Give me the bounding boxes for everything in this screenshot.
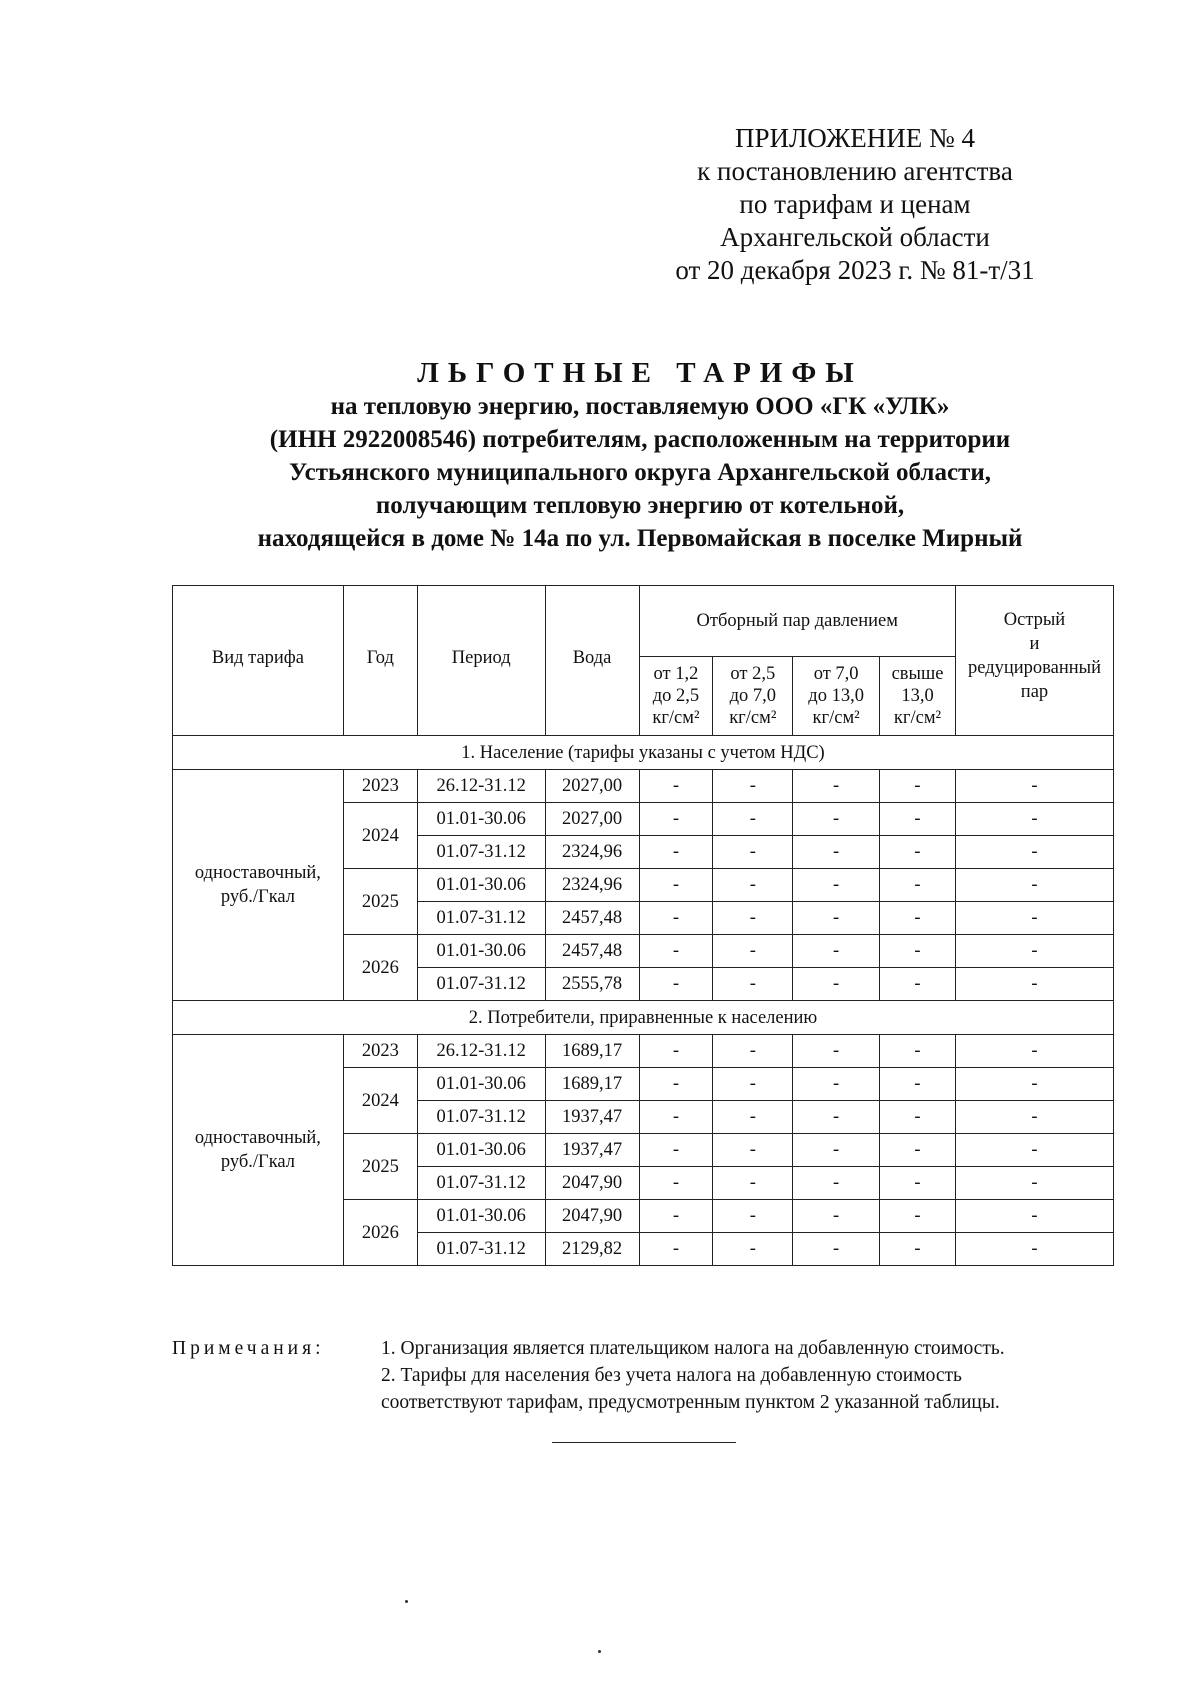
header-sharp-line: и xyxy=(1029,634,1040,654)
sharp-cell: - xyxy=(955,902,1113,935)
header-tariff-type: Вид тарифа xyxy=(173,586,344,736)
table-row xyxy=(173,1035,1114,1068)
steam-1-cell: - xyxy=(639,1035,713,1068)
header-steam-1 xyxy=(639,657,713,736)
section-row xyxy=(173,1001,1114,1035)
header-line: кг/см² xyxy=(729,708,777,728)
section-title: 2. Потребители, приравненные к населению xyxy=(173,1001,1114,1035)
header-line: кг/см² xyxy=(812,708,860,728)
tariff-type-cell xyxy=(173,1035,344,1266)
header-sharp-line: пар xyxy=(1020,682,1049,702)
header-line: от 1,2 xyxy=(653,664,699,684)
sharp-cell: - xyxy=(955,968,1113,1001)
header-line: 13,0 xyxy=(901,686,934,706)
steam-3-cell: - xyxy=(793,1134,880,1167)
steam-1-cell: - xyxy=(639,770,713,803)
year-cell: 2025 xyxy=(343,869,417,935)
sharp-cell: - xyxy=(955,1134,1113,1167)
steam-1-cell: - xyxy=(639,869,713,902)
steam-4-cell: - xyxy=(880,770,956,803)
appendix-header xyxy=(640,122,1070,287)
section-title: 1. Население (тарифы указаны с учетом НДС) xyxy=(173,736,1114,770)
steam-2-cell: - xyxy=(713,902,793,935)
section-row xyxy=(173,736,1114,770)
water-cell: 2324,96 xyxy=(545,869,639,902)
steam-1-cell: - xyxy=(639,968,713,1001)
steam-1-cell: - xyxy=(639,1167,713,1200)
steam-2-cell: - xyxy=(713,1035,793,1068)
title-line: Устьянского муниципального округа Архангельской области, xyxy=(289,459,991,486)
period-cell: 01.07-31.12 xyxy=(417,902,545,935)
steam-1-cell: - xyxy=(639,1101,713,1134)
water-cell: 2047,90 xyxy=(545,1200,639,1233)
header-sharp-steam xyxy=(955,586,1113,736)
note-item: соответствуют тарифам, предусмотренным пунктом 2 указанной таблицы. xyxy=(381,1392,1000,1413)
steam-2-cell: - xyxy=(713,968,793,1001)
tariff-table-body xyxy=(173,736,1114,1266)
notes-label: Примечания: xyxy=(172,1338,325,1359)
steam-2-cell: - xyxy=(713,1068,793,1101)
header-line: кг/см² xyxy=(652,708,700,728)
period-cell: 01.01-30.06 xyxy=(417,1200,545,1233)
header-period: Период xyxy=(417,586,545,736)
steam-3-cell: - xyxy=(793,935,880,968)
steam-3-cell: - xyxy=(793,836,880,869)
steam-2-cell: - xyxy=(713,836,793,869)
period-cell: 01.07-31.12 xyxy=(417,1101,545,1134)
water-cell: 1937,47 xyxy=(545,1134,639,1167)
period-cell: 01.01-30.06 xyxy=(417,935,545,968)
header-steam-group: Отборный пар давлением xyxy=(639,586,955,657)
steam-1-cell: - xyxy=(639,836,713,869)
steam-1-cell: - xyxy=(639,1134,713,1167)
steam-3-cell: - xyxy=(793,968,880,1001)
header-line: до 7,0 xyxy=(729,686,776,706)
period-cell: 26.12-31.12 xyxy=(417,1035,545,1068)
steam-1-cell: - xyxy=(639,803,713,836)
steam-1-cell: - xyxy=(639,902,713,935)
end-rule xyxy=(552,1442,736,1443)
header-line: до 2,5 xyxy=(652,686,700,706)
steam-3-cell: - xyxy=(793,902,880,935)
year-cell: 2026 xyxy=(343,935,417,1001)
steam-2-cell: - xyxy=(713,1101,793,1134)
scan-speck xyxy=(598,1650,601,1653)
header-line: от 2,5 xyxy=(730,664,776,684)
steam-4-cell: - xyxy=(880,836,956,869)
year-cell: 2026 xyxy=(343,1200,417,1266)
sharp-cell: - xyxy=(955,770,1113,803)
water-cell: 2027,00 xyxy=(545,803,639,836)
appendix-line: к постановлению агентства xyxy=(697,156,1013,186)
water-cell: 2457,48 xyxy=(545,935,639,968)
steam-3-cell: - xyxy=(793,869,880,902)
steam-2-cell: - xyxy=(713,803,793,836)
steam-3-cell: - xyxy=(793,1167,880,1200)
period-cell: 26.12-31.12 xyxy=(417,770,545,803)
sharp-cell: - xyxy=(955,1101,1113,1134)
note-item: 1. Организация является плательщиком налога на добавленную стоимость. xyxy=(381,1338,1005,1359)
steam-4-cell: - xyxy=(880,803,956,836)
sharp-cell: - xyxy=(955,1200,1113,1233)
title-main: ЛЬГОТНЫЕ ТАРИФЫ xyxy=(417,357,863,389)
steam-4-cell: - xyxy=(880,869,956,902)
title-line: находящейся в доме № 14а по ул. Первомайская в поселке Мирный xyxy=(257,525,1023,552)
steam-3-cell: - xyxy=(793,1101,880,1134)
steam-1-cell: - xyxy=(639,1233,713,1266)
header-line: свыше xyxy=(891,664,944,684)
period-cell: 01.07-31.12 xyxy=(417,968,545,1001)
year-cell: 2024 xyxy=(343,803,417,869)
tariff-type-line: одноставочный, xyxy=(194,1128,321,1148)
tariff-type-line: одноставочный, xyxy=(194,863,321,883)
steam-2-cell: - xyxy=(713,1134,793,1167)
tariff-type-line: руб./Гкал xyxy=(220,1152,296,1172)
title-line: получающим тепловую энергию от котельной, xyxy=(375,492,905,519)
notes-list xyxy=(381,1335,1114,1416)
steam-2-cell: - xyxy=(713,770,793,803)
steam-4-cell: - xyxy=(880,1134,956,1167)
period-cell: 01.01-30.06 xyxy=(417,803,545,836)
appendix-line: по тарифам и ценам xyxy=(739,189,971,219)
water-cell: 1689,17 xyxy=(545,1068,639,1101)
header-line: до 13,0 xyxy=(808,686,864,706)
title-line: (ИНН 2922008546) потребителям, расположенным на территории xyxy=(269,426,1011,453)
steam-3-cell: - xyxy=(793,803,880,836)
header-steam-4 xyxy=(880,657,956,736)
document-title xyxy=(150,356,1130,555)
steam-2-cell: - xyxy=(713,1167,793,1200)
steam-4-cell: - xyxy=(880,1200,956,1233)
scan-speck xyxy=(405,1600,408,1603)
water-cell: 2555,78 xyxy=(545,968,639,1001)
steam-3-cell: - xyxy=(793,1068,880,1101)
header-year: Год xyxy=(343,586,417,736)
water-cell: 2027,00 xyxy=(545,770,639,803)
period-cell: 01.07-31.12 xyxy=(417,836,545,869)
water-cell: 1689,17 xyxy=(545,1035,639,1068)
sharp-cell: - xyxy=(955,1167,1113,1200)
header-line: от 7,0 xyxy=(813,664,859,684)
sharp-cell: - xyxy=(955,1035,1113,1068)
header-sharp-line: Острый xyxy=(1003,610,1066,630)
tariff-table xyxy=(172,585,1114,1266)
sharp-cell: - xyxy=(955,836,1113,869)
header-sharp-line: редуцированный xyxy=(967,658,1101,678)
year-cell: 2023 xyxy=(343,770,417,803)
steam-3-cell: - xyxy=(793,770,880,803)
steam-3-cell: - xyxy=(793,1200,880,1233)
steam-2-cell: - xyxy=(713,869,793,902)
steam-4-cell: - xyxy=(880,968,956,1001)
steam-4-cell: - xyxy=(880,1068,956,1101)
steam-1-cell: - xyxy=(639,935,713,968)
steam-3-cell: - xyxy=(793,1233,880,1266)
period-cell: 01.01-30.06 xyxy=(417,1068,545,1101)
sharp-cell: - xyxy=(955,1233,1113,1266)
period-cell: 01.07-31.12 xyxy=(417,1233,545,1266)
period-cell: 01.01-30.06 xyxy=(417,869,545,902)
header-line: кг/см² xyxy=(893,708,942,728)
steam-4-cell: - xyxy=(880,1101,956,1134)
year-cell: 2023 xyxy=(343,1035,417,1068)
steam-2-cell: - xyxy=(713,935,793,968)
steam-4-cell: - xyxy=(880,1167,956,1200)
year-cell: 2025 xyxy=(343,1134,417,1200)
steam-4-cell: - xyxy=(880,935,956,968)
table-row xyxy=(173,770,1114,803)
steam-2-cell: - xyxy=(713,1200,793,1233)
appendix-line: Архангельской области xyxy=(720,222,990,252)
steam-2-cell: - xyxy=(713,1233,793,1266)
sharp-cell: - xyxy=(955,935,1113,968)
water-cell: 2129,82 xyxy=(545,1233,639,1266)
tariff-type-line: руб./Гкал xyxy=(220,887,296,907)
tariff-type-cell xyxy=(173,770,344,1001)
header-steam-2 xyxy=(713,657,793,736)
steam-1-cell: - xyxy=(639,1068,713,1101)
water-cell: 2047,90 xyxy=(545,1167,639,1200)
steam-3-cell: - xyxy=(793,1035,880,1068)
header-steam-3 xyxy=(793,657,880,736)
steam-4-cell: - xyxy=(880,1233,956,1266)
appendix-number: ПРИЛОЖЕНИЕ № 4 xyxy=(734,123,976,153)
header-water: Вода xyxy=(545,586,639,736)
period-cell: 01.07-31.12 xyxy=(417,1167,545,1200)
steam-1-cell: - xyxy=(639,1200,713,1233)
steam-4-cell: - xyxy=(880,902,956,935)
water-cell: 2457,48 xyxy=(545,902,639,935)
sharp-cell: - xyxy=(955,1068,1113,1101)
period-cell: 01.01-30.06 xyxy=(417,1134,545,1167)
water-cell: 1937,47 xyxy=(545,1101,639,1134)
title-line: на тепловую энергию, поставляемую ООО «ГК «УЛК» xyxy=(330,393,950,420)
sharp-cell: - xyxy=(955,803,1113,836)
water-cell: 2324,96 xyxy=(545,836,639,869)
appendix-date: от 20 декабря 2023 г. № 81-т/31 xyxy=(675,255,1035,285)
sharp-cell: - xyxy=(955,869,1113,902)
note-item: 2. Тарифы для населения без учета налога на добавленную стоимость xyxy=(381,1365,962,1386)
year-cell: 2024 xyxy=(343,1068,417,1134)
steam-4-cell: - xyxy=(880,1035,956,1068)
